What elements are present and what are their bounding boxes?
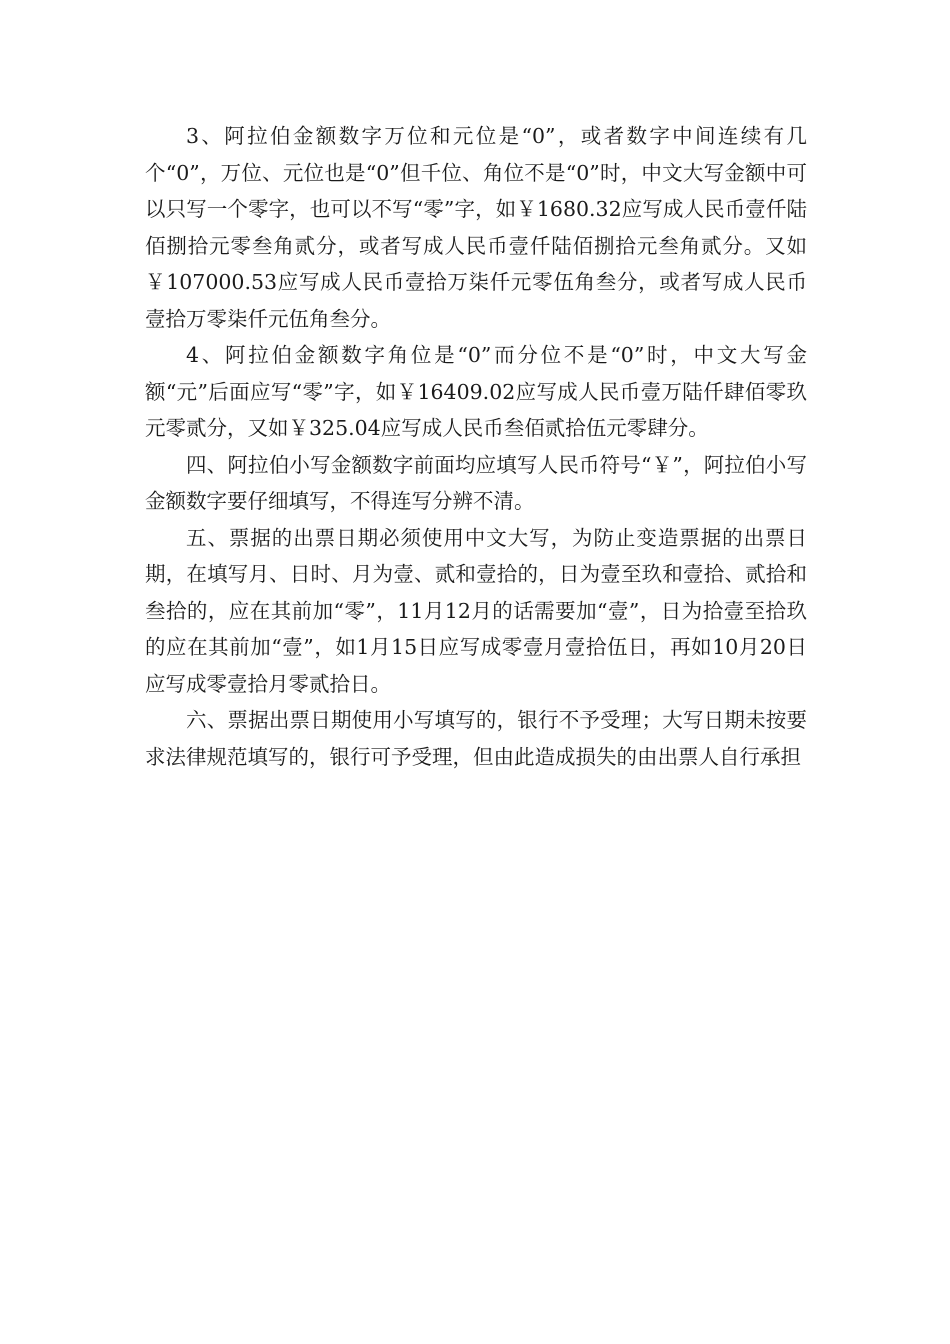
document-body [145, 118, 807, 775]
paragraph-rule-4: 4、阿拉伯金额数字角位是“0”而分位不是“0”时，中文大写金额“元”后面应写“零”字，如￥16409.02应写成人民币壹万陆仟肆佰零玖元零贰分，又如￥325.04应写成人民币叁佰贰拾伍元零肆分。 [145, 343, 807, 440]
paragraph-rule-3: 3、阿拉伯金额数字万位和元位是“0”，或者数字中间连续有几个“0”，万位、元位也是“0”但千位、角位不是“0”时，中文大写金额中可以只写一个零字，也可以不写“零”字，如￥1680.32应写成人民币壹仟陆佰捌拾元零叁角贰分，或者写成人民币壹仟陆佰捌拾元叁角贰分。又如￥107000.53应写成人民币壹拾万柒仟元零伍角叁分，或者写成人民币壹拾万零柒仟元伍角叁分。 [145, 124, 807, 331]
paragraph-section-5: 五、票据的出票日期必须使用中文大写，为防止变造票据的出票日期，在填写月、日时、月为壹、贰和壹拾的，日为壹至玖和壹拾、贰拾和叁拾的，应在其前加“零”，11月12月的话需要加“壹”，日为拾壹至拾玖的应在其前加“壹”，如1月15日应写成零壹月壹拾伍日，再如10月20日应写成零壹拾月零贰拾日。 [145, 525, 807, 696]
paragraph-section-6: 六、票据出票日期使用小写填写的，银行不予受理；大写日期未按要求法律规范填写的，银行可予受理，但由此造成损失的由出票人自行承担 [145, 708, 807, 769]
paragraph-section-4: 四、阿拉伯小写金额数字前面均应填写人民币符号“￥”，阿拉伯小写金额数字要仔细填写，不得连写分辨不清。 [145, 452, 807, 513]
